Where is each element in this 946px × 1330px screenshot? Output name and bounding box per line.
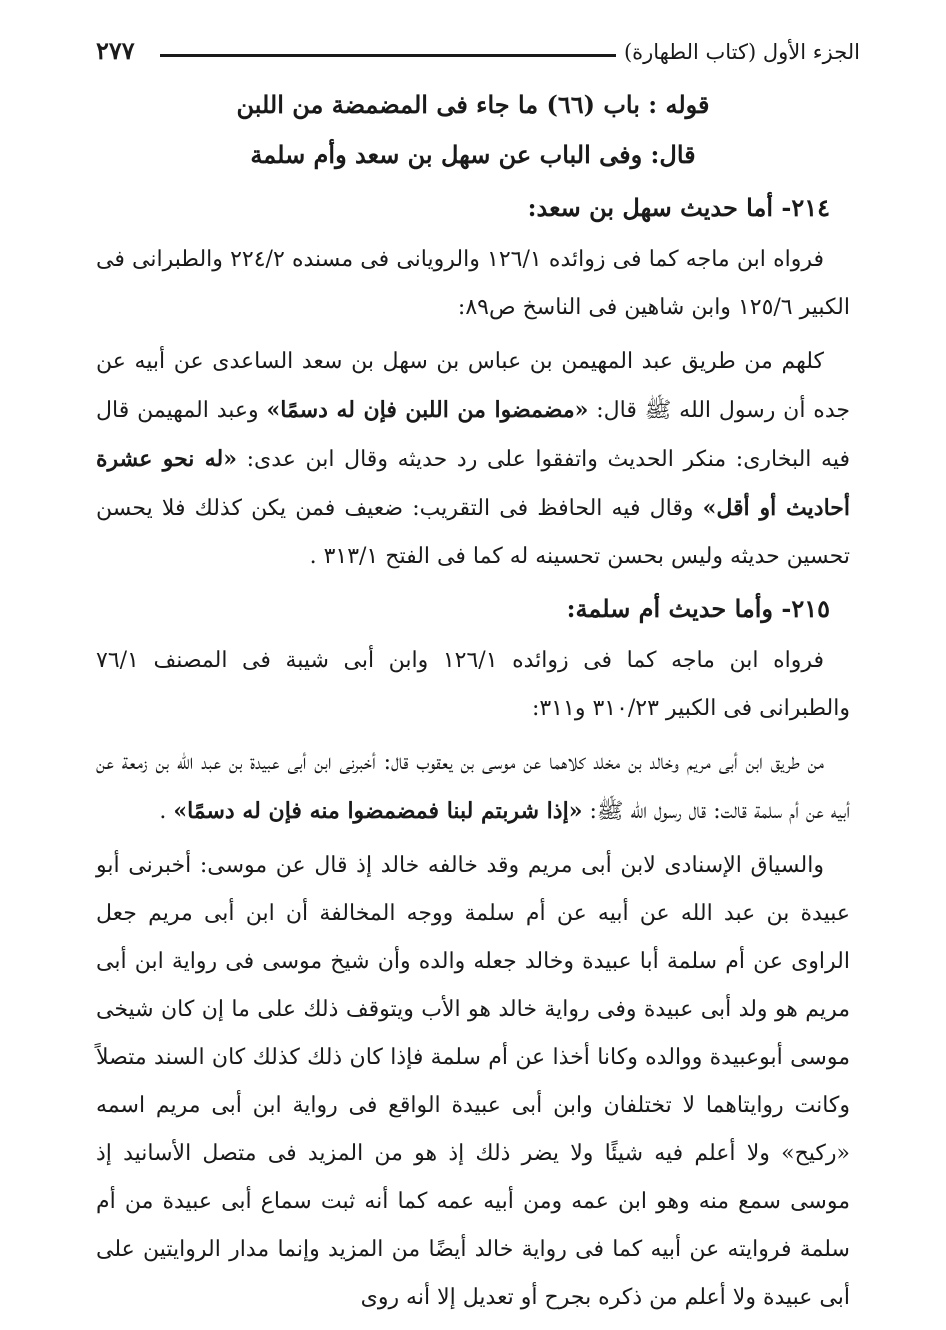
- running-header: [96, 34, 860, 74]
- hadith-quote: «إذا شربتم لبنا فمضمضوا منه فإن له دسمًا»: [173, 798, 583, 824]
- text-run: وقال فيه الحافظ فى التقريب: ضعيف فمن يكن كذلك فلا يحسن تحسين حديثه وليس بحسن تحسينه له كما فى الفتح ٣١٣/١ .: [96, 496, 850, 569]
- text-run: .: [159, 799, 174, 824]
- header-rule: [160, 54, 620, 57]
- section-215-paragraph-3: والسياق الإسنادى لابن أبى مريم وقد خالفه خالد إذ قال عن موسى: أخبرنى أبو عبيدة بن عبد الله عن أبيه عن أم سلمة ووجه المخالفة أن ابن أبى مريم جعل الراوى عن أم سلمة أبا عبيدة وخالد جعله والده وأن شيخ موسى فى رواية ابن أبى مريم هو ولد أبى عبيدة وفى رواية خالد هو الأب ويتوقف ذلك على ما إن كان شيخى موسى أبوعبيدة ووالده وكانا أخذا عن أم سلمة فإذا كان ذلك كذلك كان السند متصلاً وكانت روايتاهما لا تختلفان وابن أبى عبيدة الواقع فى رواية ابن أبى مريم اسمه «ركيح» ولا أعلم فيه شيئًا ولا يضر ذلك إذ هو من المزيد فى متصل الأسانيد إذ موسى سمع منه وهو ابن عمه ومن أبيه عمه كما أنه ثبت سماع أبى عبيدة من أم سلمة فروايته عن أبيه كما فى رواية خالد أيضًا من المزيد وإنما مدار الروايتين على أبى عبيدة ولا أعلم من ذكره بجرح أو تعديل إلا أنه روى: [96, 853, 850, 1310]
- section-215-paragraph-1: فرواه ابن ماجه كما فى زوائده ١٢٦/١ وابن أبى شيبة فى المصنف ٧٦/١ والطبرانى فى الكبير ٣١٠/٢٣ و٣١١:: [96, 648, 850, 721]
- page-body: [96, 80, 850, 1328]
- section-214-title: ٢١٤- أما حديث سهل بن سعد:: [527, 193, 830, 222]
- chapter-subheading: قال: وفى الباب عن سهل بن سعد وأم سلمة: [250, 140, 696, 169]
- hadith-quote: «مضمضوا من اللبن فإن له دسمًا»: [266, 397, 589, 423]
- text-run: كلهم من طريق عبد المهيمن بن عباس بن سهل بن سعد الساعدى عن أبيه عن جده أن رسول الله ﷺ قال:: [96, 349, 850, 423]
- section-214-paragraph-2: [96, 338, 850, 581]
- quote-ibn-adi: «له نحو عشرة أحاديث أو أقل»: [96, 446, 850, 521]
- text-run: وعبد المهيمن قال فيه البخارى: منكر الحديث واتفقوا على رد حديثه وقال ابن عدى:: [96, 398, 850, 472]
- section-215-title: ٢١٥- وأما حديث أم سلمة:: [566, 594, 830, 623]
- page-number: ٢٧٧: [96, 36, 141, 65]
- section-215-paragraph-2: [96, 739, 850, 836]
- chapter-heading: قوله : باب (٦٦) ما جاء فى المضمضة من اللبن: [236, 90, 710, 119]
- running-title: الجزء الأول (كتاب الطهارة): [616, 40, 860, 64]
- text-run: من طريق ابن أبى مريم وخالد بن مخلد كلاهما عن موسى بن يعقوب قال: أخبرنى ابن أبى عبيدة بن عبد الله بن زمعة عن أبيه عن أم سلمة قالت: قال رسول الله ﷺ:: [96, 750, 850, 824]
- section-214-paragraph-1: فرواه ابن ماجه كما فى زوائده ١٢٦/١ والرويانى فى مسنده ٢٢٤/٢ والطبرانى فى الكبير ١٢٥/٦ وابن شاهين فى الناسخ ص٨٩:: [96, 247, 850, 320]
